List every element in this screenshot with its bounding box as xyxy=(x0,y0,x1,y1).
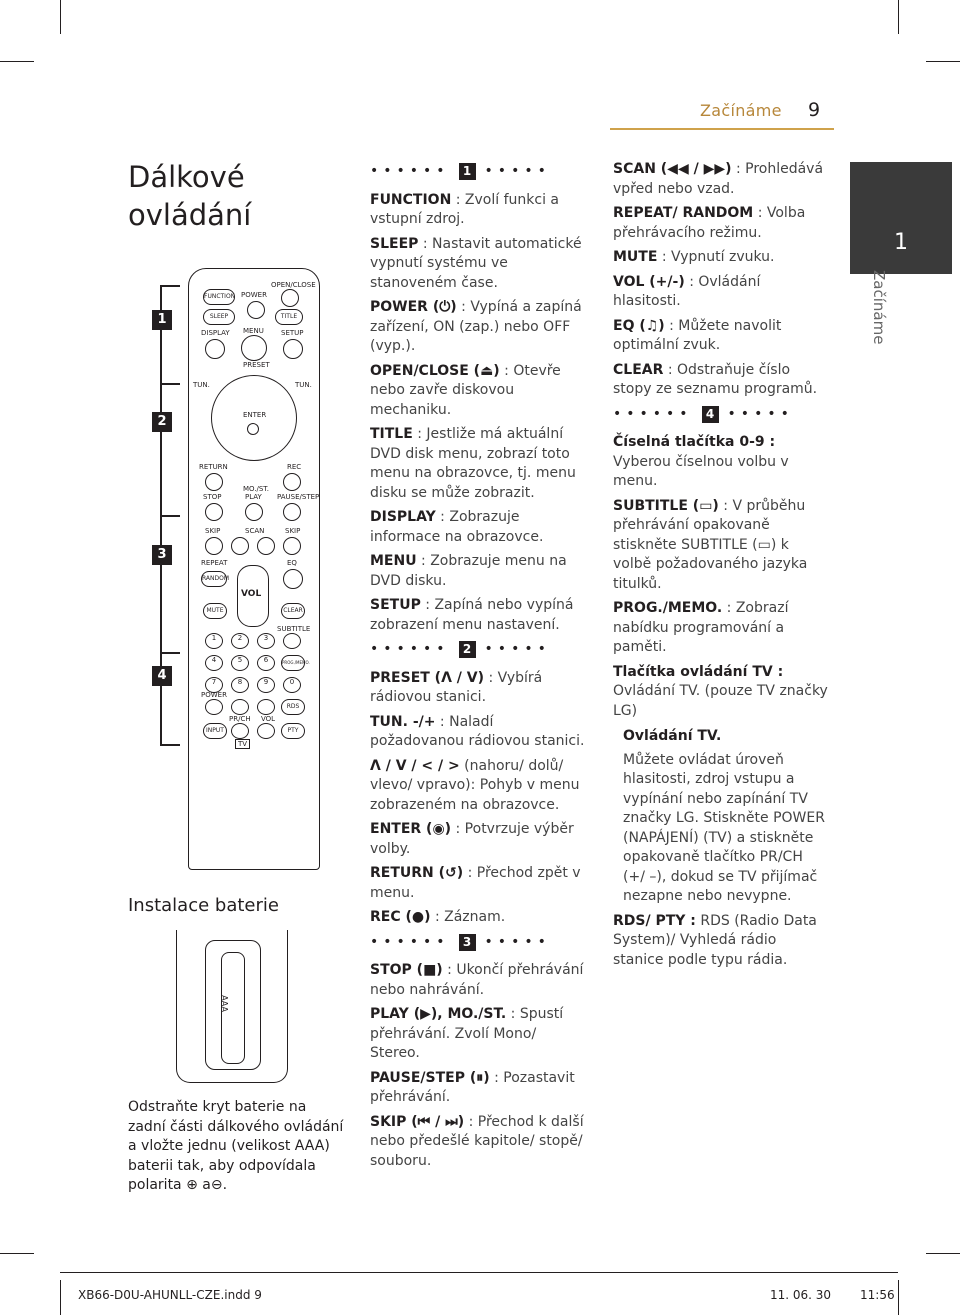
label-return: RETURN xyxy=(199,463,228,471)
crop-mark xyxy=(60,0,61,34)
item-key: SKIP (⏮ / ⏭) xyxy=(370,1113,465,1130)
title-button: TITLE xyxy=(275,309,303,325)
item-key: POWER (⏻) xyxy=(370,299,457,315)
column-middle xyxy=(370,160,585,1176)
num-1-button: 1 xyxy=(205,633,223,649)
item-value: : Přechod k další nebo předešlé kapitole/ stopě/ souboru. xyxy=(370,1113,584,1169)
bracket-1 xyxy=(160,285,180,385)
item-key: SUBTITLE (▭) xyxy=(613,497,719,514)
feature-item xyxy=(370,596,585,635)
feature-item xyxy=(613,599,828,658)
title-line: Dálkové xyxy=(128,160,245,194)
feature-item xyxy=(370,191,585,230)
feature-item xyxy=(613,317,828,356)
item-key: DISPLAY xyxy=(370,509,436,525)
feature-item xyxy=(370,713,585,752)
item-value: : Zobrazí nabídku programování a paměti. xyxy=(613,600,789,655)
label-open-close: OPEN/CLOSE xyxy=(271,281,316,289)
section-number: 3 xyxy=(459,934,476,951)
marker-2: 2 xyxy=(152,412,172,432)
item-key: REC (●) xyxy=(370,909,431,925)
crop-mark xyxy=(0,1253,34,1254)
item-value: : Vybírá rádiovou stanici. xyxy=(370,669,543,705)
battery-instructions: Odstraňte kryt baterie na zadní části dálkového ovládání a vložte jednu (velikost AAA) baterii tak, aby odpovídala polarita ⊕ a⊖. xyxy=(128,1099,344,1193)
section-number: 1 xyxy=(459,163,476,180)
tv-vol-plus-button xyxy=(257,699,275,715)
items-group-2 xyxy=(370,669,585,928)
crop-mark xyxy=(0,61,34,62)
marker-1: 1 xyxy=(152,310,172,330)
battery-heading: Instalace baterie xyxy=(128,895,279,916)
crop-mark xyxy=(926,61,960,62)
item-value: : Prohledává vpřed nebo vzad. xyxy=(613,161,824,197)
eq-button xyxy=(283,569,303,589)
label-tun-minus: TUN. xyxy=(193,381,210,389)
section-separator: •••••• 2 ••••• xyxy=(370,641,551,657)
item-key: CLEAR xyxy=(613,361,664,378)
label-mo-st: MO./ST. xyxy=(243,485,269,493)
enter-button xyxy=(247,423,259,435)
item-value: : Naladí požadovanou rádiovou stanici. xyxy=(370,713,585,749)
item-key: TUN. -/+ xyxy=(370,713,436,730)
feature-item xyxy=(370,1069,585,1108)
item-key: PROG./MEMO. xyxy=(613,600,723,616)
feature-item xyxy=(613,160,828,199)
crop-mark xyxy=(898,0,899,34)
item-key: VOL (+/-) xyxy=(613,273,685,290)
prog-memo-button: PROG./MEMO. xyxy=(281,655,305,671)
crop-mark xyxy=(60,1280,61,1315)
item-key: SETUP xyxy=(370,597,421,613)
battery-label: AAA xyxy=(219,995,229,1012)
feature-item xyxy=(370,961,585,1000)
pause-button xyxy=(283,503,301,521)
feature-item xyxy=(370,669,585,708)
label-play: PLAY xyxy=(245,493,262,501)
num-8-button: 8 xyxy=(231,677,249,693)
label-enter: ENTER xyxy=(243,411,267,419)
label-tun-plus: TUN. xyxy=(295,381,312,389)
item-value: : Ovládání hlasitosti. xyxy=(613,273,761,309)
display-button xyxy=(205,339,225,359)
tv-vol-minus-button xyxy=(257,723,275,739)
feature-item xyxy=(613,497,828,595)
power-button xyxy=(247,301,265,319)
eject-button xyxy=(281,289,299,307)
setup-button xyxy=(283,339,303,359)
skip-prev-button xyxy=(205,537,223,555)
column-right xyxy=(613,160,828,975)
footer-rule xyxy=(60,1272,898,1273)
feature-item xyxy=(613,663,828,722)
item-value: : Zobrazuje informace na obrazovce. xyxy=(370,509,544,545)
item-key: Tlačítka ovládání TV : xyxy=(613,663,784,680)
battery-illustration xyxy=(176,930,288,1083)
marker-4: 4 xyxy=(152,666,172,686)
feature-item xyxy=(370,908,585,928)
label-power: POWER xyxy=(241,291,267,299)
item-value: : Zapíná nebo vypíná zobrazení menu nastavení. xyxy=(370,597,574,633)
mute-button: MUTE xyxy=(203,603,227,619)
item-key: Číselná tlačítka 0-9 : xyxy=(613,434,776,450)
feature-item xyxy=(613,248,828,268)
chapter-label xyxy=(862,270,892,350)
label-skip-left: SKIP xyxy=(205,527,221,535)
item-value: : Můžete navolit optimální zvuk. xyxy=(613,317,782,353)
feature-item xyxy=(613,361,828,400)
items-group-1 xyxy=(613,160,828,400)
feature-item xyxy=(370,757,585,816)
item-key: RDS/ PTY : xyxy=(613,912,696,929)
play-button xyxy=(245,503,263,521)
battery-cell xyxy=(221,952,245,1064)
feature-item xyxy=(613,273,828,312)
item-key: OPEN/CLOSE (⏏) xyxy=(370,362,500,379)
label-menu: MENU xyxy=(243,327,264,335)
page-title xyxy=(128,158,251,234)
scan-back-button xyxy=(231,537,249,555)
bracket-3 xyxy=(160,515,180,654)
label-vol: VOL xyxy=(241,589,262,599)
label-skip-right: SKIP xyxy=(285,527,301,535)
item-key: MENU xyxy=(370,553,417,569)
feature-item xyxy=(613,204,828,243)
item-value: : Ukončí přehrávání nebo nahrávání. xyxy=(370,962,584,998)
feature-item xyxy=(370,298,585,357)
chapter-label-text: Začínáme xyxy=(870,270,888,345)
input-button: INPUT xyxy=(203,723,227,739)
section-number: 4 xyxy=(702,406,719,423)
rds-item xyxy=(613,912,828,971)
item-value: : Vypíná a zapíná zařízení, ON (zap.) nebo OFF (vyp.). xyxy=(370,299,582,354)
prch-minus-button xyxy=(231,723,249,739)
feature-item xyxy=(370,552,585,591)
item-value: : Jestliže má aktuální DVD disk menu, zobrazí toto menu na obrazovce, tj. menu disku se může zobrazit. xyxy=(370,426,576,501)
crop-mark xyxy=(926,1253,960,1254)
item-key: Λ / V / < / > xyxy=(370,757,460,774)
title-line: ovládání xyxy=(128,198,252,232)
items-group-2 xyxy=(613,433,828,721)
item-key: RETURN (↺) xyxy=(370,865,464,881)
item-value: : Zvolí funkci a vstupní zdroj. xyxy=(370,191,559,227)
label-setup: SETUP xyxy=(281,329,304,337)
random-button: RANDOM xyxy=(201,571,227,587)
item-key: STOP (■) xyxy=(370,962,443,978)
item-value: : Potvrzuje výběr volby. xyxy=(370,821,574,857)
page-number: 9 xyxy=(808,99,821,121)
num-0-button: 0 xyxy=(283,677,301,693)
label-rec: REC xyxy=(287,463,302,471)
chapter-tab-bg xyxy=(850,162,952,274)
bracket-2 xyxy=(160,383,180,517)
feature-item xyxy=(370,1005,585,1064)
section-separator: •••••• 3 ••••• xyxy=(370,933,551,950)
footer-time: 11:56 xyxy=(860,1288,895,1302)
item-key: SCAN (◀◀ / ▶▶) xyxy=(613,161,732,177)
crop-mark xyxy=(898,1280,899,1315)
feature-item xyxy=(370,864,585,903)
section-separator: •••••• 1 ••••• xyxy=(370,163,551,179)
feature-item xyxy=(370,508,585,547)
skip-next-button xyxy=(283,537,301,555)
item-key: ENTER (◉) xyxy=(370,821,452,837)
label-subtitle: SUBTITLE xyxy=(277,625,311,633)
item-value: : Nastavit automatické vypnutí systému ve stanoveném čase. xyxy=(370,235,582,291)
feature-item xyxy=(370,820,585,859)
tv-text: Můžete ovládat úroveň hlasitosti, zdroj vstupu a vypínání nebo zapínání TV značky LG. Stiskněte POWER (NAPÁJENÍ) (TV) a stiskněte opakovaně tlačítko PR/CH (+/ –), dokud se TV přijímač nezapne nebo nevypne. xyxy=(623,751,825,904)
return-button xyxy=(205,473,223,491)
item-value: : Přechod zpět v menu. xyxy=(370,865,581,901)
item-key: PRESET (Λ / V) xyxy=(370,669,485,686)
item-value: : V průběhu přehrávání opakovaně stiskněte SUBTITLE (▭) k volbě požadovaného jazyka titulků. xyxy=(613,497,808,592)
num-6-button: 6 xyxy=(257,655,275,671)
items-group-3 xyxy=(370,961,585,1171)
label-scan: SCAN xyxy=(245,527,265,535)
menu-button xyxy=(241,335,267,361)
item-value: : Pozastavit přehrávání. xyxy=(370,1069,575,1105)
feature-item xyxy=(613,433,828,492)
marker-3: 3 xyxy=(152,545,172,565)
label-pr-ch: PR/CH xyxy=(229,715,251,723)
label-preset: PRESET xyxy=(243,361,270,369)
label-stop: STOP xyxy=(203,493,222,501)
section-separator: •••••• 4 ••••• xyxy=(613,405,794,422)
label-tv: TV xyxy=(235,739,250,749)
item-key: TITLE xyxy=(370,426,413,442)
num-3-button: 3 xyxy=(257,633,275,649)
label-eq: EQ xyxy=(287,559,297,567)
label-power2: POWER xyxy=(201,691,227,699)
item-value: : Spustí přehrávání. Zvolí Mono/ Stereo. xyxy=(370,1006,564,1061)
num-4-button: 4 xyxy=(205,655,223,671)
stop-button xyxy=(205,503,223,521)
items-group-1 xyxy=(370,191,585,636)
item-key: PLAY (▶), MO./ST. xyxy=(370,1006,507,1022)
item-key: EQ (♫) xyxy=(613,317,665,334)
clear-button: CLEAR xyxy=(281,603,305,619)
item-value: : Odstraňuje číslo stopy ze seznamu programů. xyxy=(613,361,818,397)
tv-heading: Ovládání TV. xyxy=(623,728,722,744)
remote-illustration xyxy=(188,268,320,870)
section-number: 2 xyxy=(459,641,476,658)
label-pause: PAUSE/STEP xyxy=(277,493,320,501)
pty-button: PTY xyxy=(281,723,305,739)
label-repeat: REPEAT xyxy=(201,559,228,567)
item-key: PAUSE/STEP (⏸) xyxy=(370,1069,490,1086)
footer-file: XB66-D0U-AHUNLL-CZE.indd 9 xyxy=(78,1288,262,1302)
item-value: : Zobrazuje menu na DVD disku. xyxy=(370,553,567,589)
num-9-button: 9 xyxy=(257,677,275,693)
num-2-button: 2 xyxy=(231,633,249,649)
header-rule xyxy=(610,128,834,130)
item-value: Ovládání TV. (pouze TV značky LG) xyxy=(613,683,828,719)
num-5-button: 5 xyxy=(231,655,249,671)
feature-item xyxy=(370,362,585,421)
chapter-number: 1 xyxy=(894,230,908,255)
tv-power-button xyxy=(205,699,223,715)
subtitle-button xyxy=(283,633,301,649)
item-value: : Záznam. xyxy=(430,909,506,925)
sleep-button: SLEEP xyxy=(203,309,235,325)
rec-button xyxy=(283,473,301,491)
rds-button: RDS xyxy=(281,699,305,715)
num-7-button: 7 xyxy=(205,677,223,693)
label-vol2: VOL xyxy=(261,715,276,723)
item-value: : Otevře nebo zavře diskovou mechaniku. xyxy=(370,362,561,418)
label-display: DISPLAY xyxy=(201,329,230,337)
item-value: (nahoru/ dolů/ vlevo/ vpravo): Pohyb v menu zobrazeném na obrazovce. xyxy=(370,757,580,813)
feature-item xyxy=(370,235,585,294)
item-value: : Vypnutí zvuku. xyxy=(657,249,775,265)
footer-date: 11. 06. 30 xyxy=(770,1288,832,1302)
scan-forward-button xyxy=(257,537,275,555)
feature-item xyxy=(370,425,585,503)
item-value: Vyberou číselnou volbu v menu. xyxy=(613,453,789,489)
item-key: REPEAT/ RANDOM xyxy=(613,205,754,221)
item-key: FUNCTION xyxy=(370,191,452,208)
function-button: FUNCTION xyxy=(203,289,235,305)
feature-item xyxy=(370,1113,585,1172)
item-key: MUTE xyxy=(613,249,658,265)
item-value: RDS (Radio Data System)/ Vyhledá rádio stanice podle typu rádia. xyxy=(613,912,817,968)
prch-plus-button xyxy=(231,699,249,715)
item-key: SLEEP xyxy=(370,235,419,252)
header-section: Začínáme xyxy=(700,101,782,120)
item-value: : Volba přehrávacího režimu. xyxy=(613,205,806,241)
